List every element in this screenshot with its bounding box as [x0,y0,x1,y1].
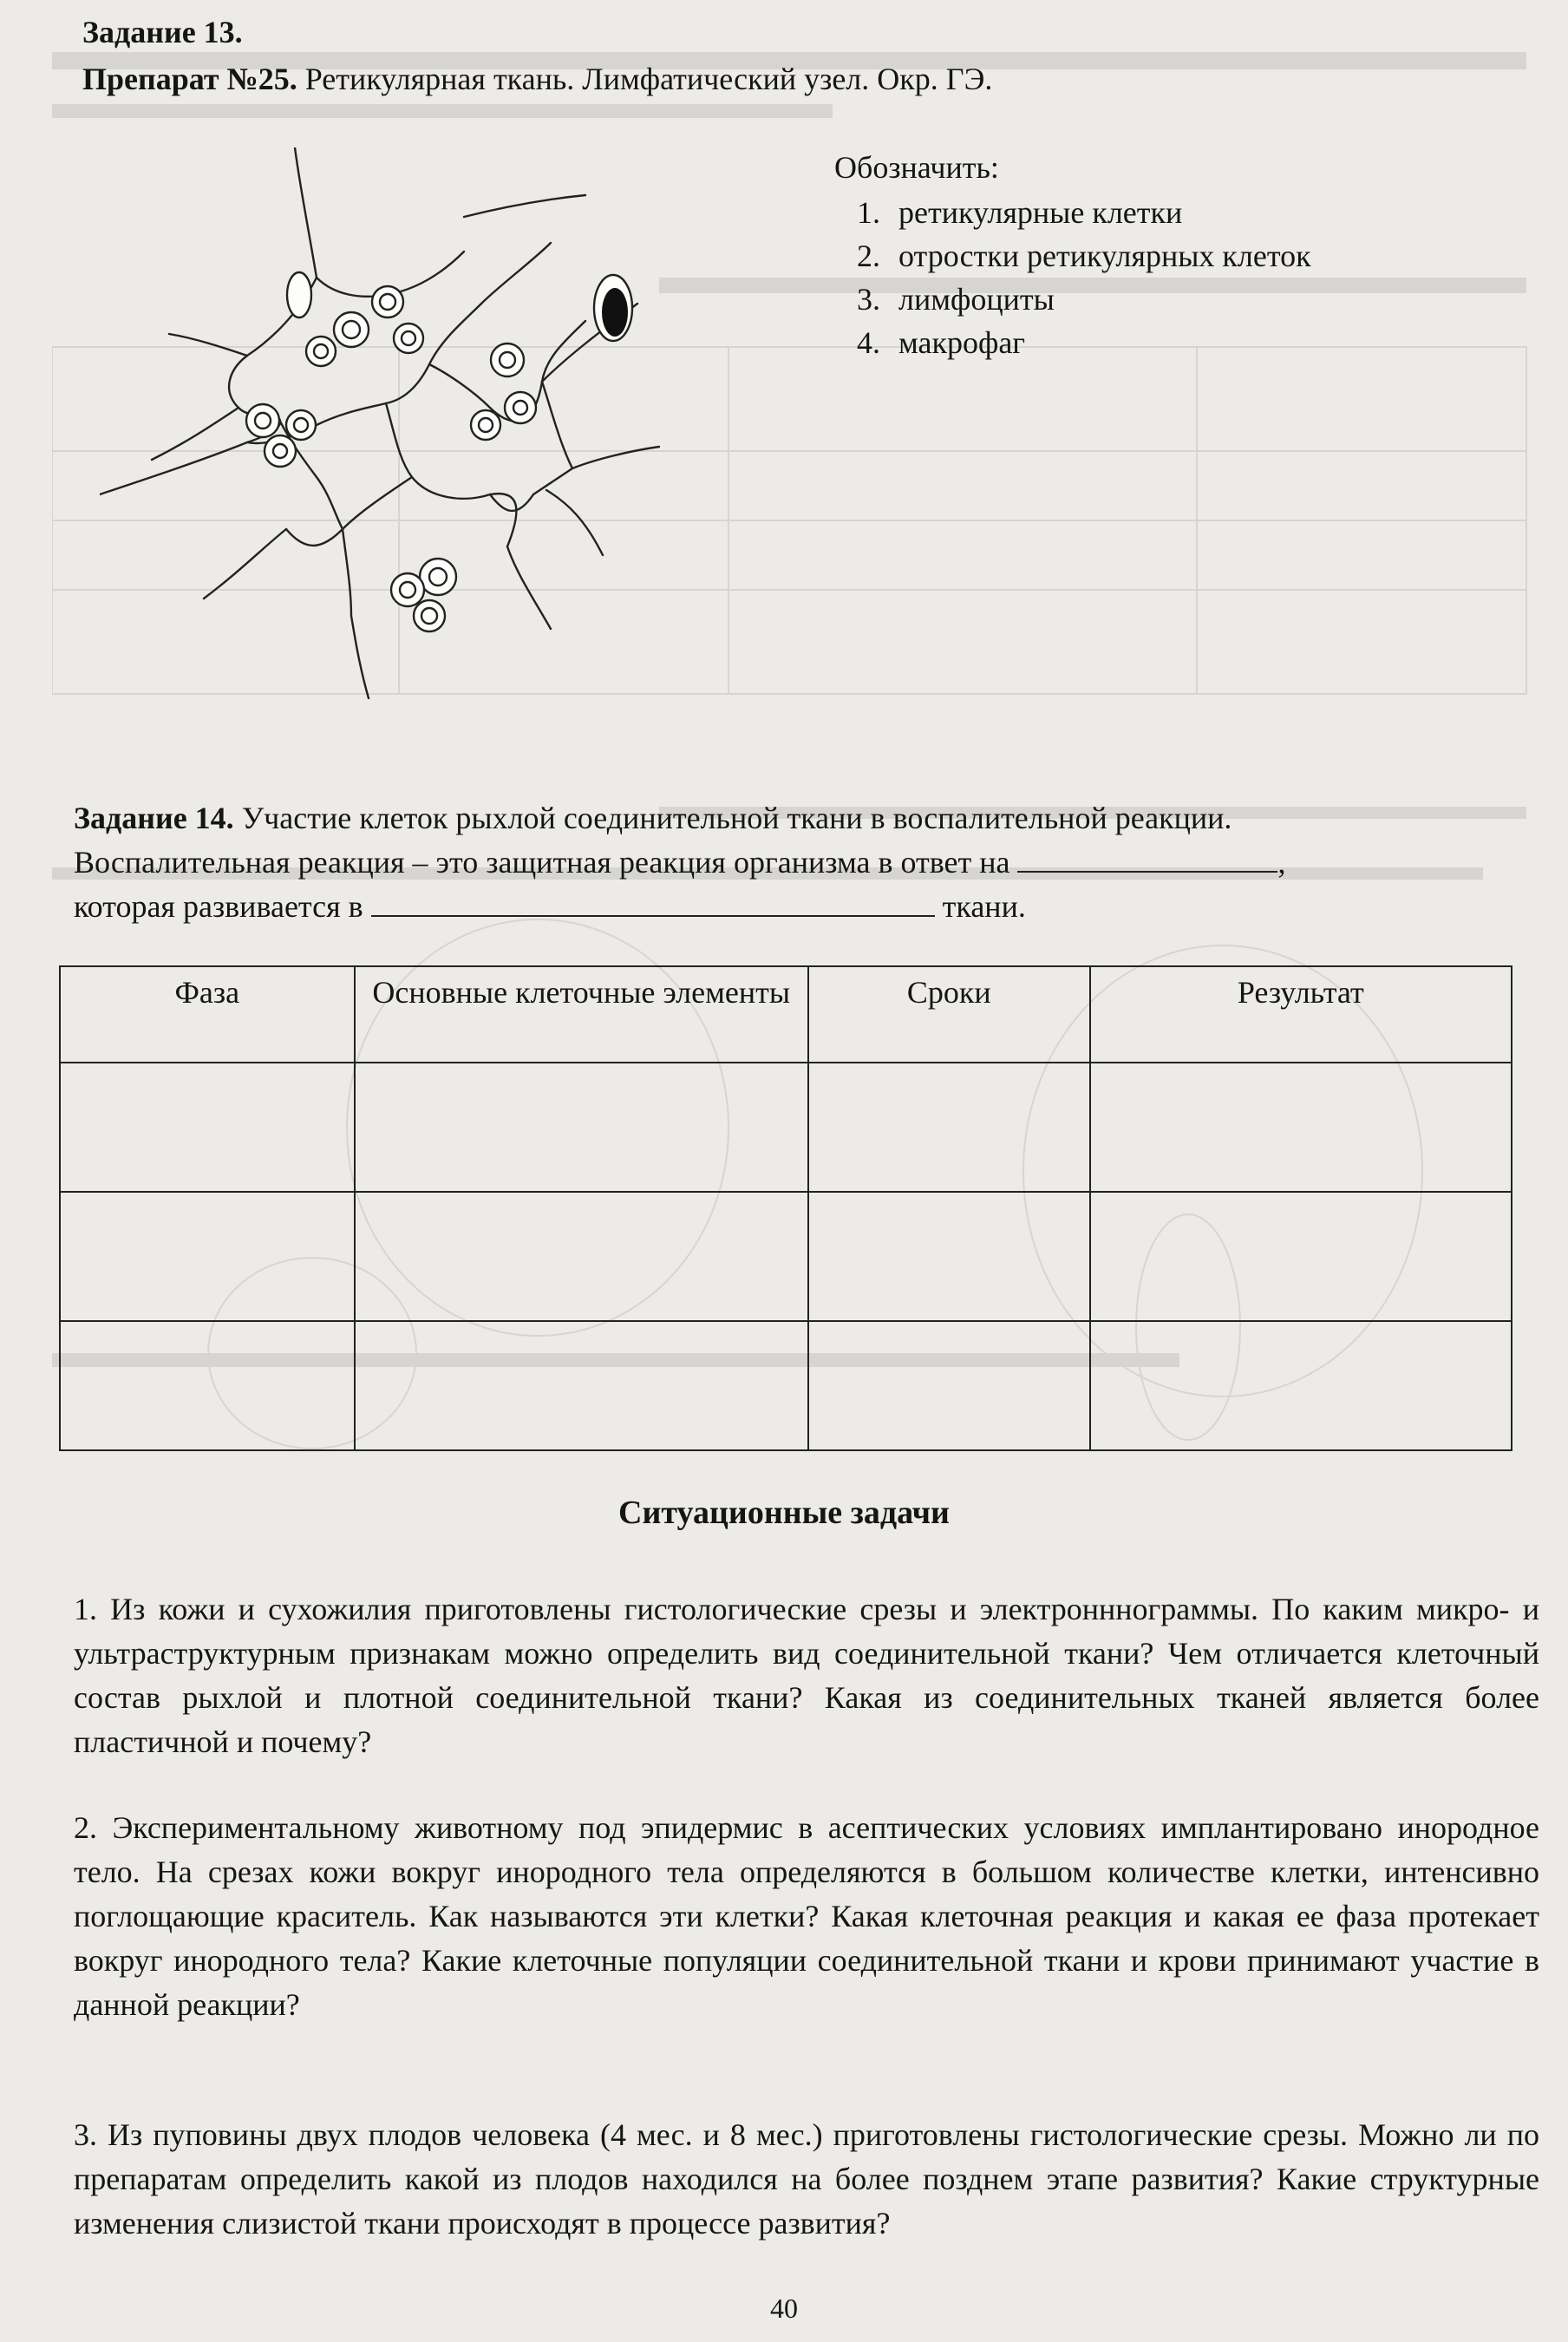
task14-question-line1 [74,841,1513,885]
column-header: Сроки [808,966,1090,1063]
legend-item: 3. лимфоциты [888,278,1311,321]
table-cell[interactable] [355,1192,808,1321]
table-cell[interactable] [808,1192,1090,1321]
table-cell[interactable] [60,1192,355,1321]
lymphocyte [491,343,524,376]
answer-blank[interactable] [1017,847,1277,873]
macrophage [594,275,632,341]
task14-heading: Задание 14. [74,801,234,835]
task14-title-line [74,796,1513,841]
comma: , [1277,845,1286,880]
lymphocyte [414,600,445,631]
task13-heading: Задание 13. [82,15,243,49]
reticular-cell-nucleus [287,272,311,317]
table-cell[interactable] [1090,1321,1512,1450]
table-row [60,1321,1512,1450]
legend-item: 2. отростки ретикулярных клеток [888,234,1311,278]
column-header: Основные клеточные элементы [355,966,808,1063]
table-row [60,1063,1512,1192]
table-cell[interactable] [355,1321,808,1450]
problem-1: 1. Из кожи и сухожилия приготовлены гистологические срезы и электронннограммы. По каким микро- и ультраструктурным признакам можно определить вид соединительной ткани? Чем отличается клеточный состав рыхлой и плотной соединительной ткани? Какая из соединительных тканей является более пластичной и почему? [74,1592,1539,1759]
lymphocyte [391,573,424,606]
legend-item: 1. ретикулярные клетки [888,191,1311,234]
lymphocyte [334,312,369,347]
question-text-end: ткани. [934,889,1026,924]
column-header: Фаза [60,966,355,1063]
table-cell[interactable] [60,1063,355,1192]
table-cell[interactable] [60,1321,355,1450]
question-text: Воспалительная реакция – это защитная реакция организма в ответ на [74,845,1018,880]
legend-list [834,191,1311,364]
table-cell[interactable] [355,1063,808,1192]
task14-block [74,796,1513,929]
reticular-tissue-drawing [100,147,668,703]
lymphocyte [505,392,536,423]
lymphocyte [265,435,296,467]
table-cell[interactable] [1090,1063,1512,1192]
answer-blank[interactable] [371,891,935,917]
lymphocyte [286,410,316,440]
task13-preparation [82,61,992,97]
table-header-row [60,966,1512,1063]
page-number: 40 [770,2293,798,2324]
question-text: которая развивается в [74,889,371,924]
task14-title: Участие клеток рыхлой соединительной ткани в воспалительной реакции. [233,801,1232,835]
preparation-number: Препарат №25. [82,62,297,96]
legend [834,146,1311,364]
legend-title: Обозначить: [834,150,999,185]
table-cell[interactable] [808,1321,1090,1450]
legend-item: 4. макрофаг [888,321,1311,364]
table-cell[interactable] [808,1063,1090,1192]
situational-problems-title: Ситуационные задачи [618,1495,950,1531]
table-cell[interactable] [1090,1192,1512,1321]
problem-3: 3. Из пуповины двух плодов человека (4 мес. и 8 мес.) приготовлены гистологические срезы. Можно ли по препаратам определить какой из плодов находился на более позднем этапе развития? Какие структурные изменения слизистой ткани происходят в процессе развития? [74,2117,1539,2241]
lymphocyte [372,286,403,317]
lymphocyte [306,337,336,366]
inflammation-phases-table [59,965,1512,1451]
lymphocyte [246,404,279,437]
table-row [60,1192,1512,1321]
lymphocyte [420,559,456,595]
lymphocyte [394,324,423,353]
column-header: Результат [1090,966,1512,1063]
preparation-description: Ретикулярная ткань. Лимфатический узел. Окр. ГЭ. [297,62,993,96]
lymphocyte [471,410,500,440]
problem-2: 2. Экспериментальному животному под эпидермис в асептических условиях имплантировано инородное тело. На срезах кожи вокруг инородного тела определяются в большом количестве клетки, интенсивно поглощающие краситель. Как называются эти клетки? Какая клеточная реакция и какая ее фаза протекает вокруг инородного тела? Какие клеточные популяции соединительной ткани и крови принимают участие в данной реакции? [74,1810,1539,2022]
task14-question-line2 [74,885,1513,929]
